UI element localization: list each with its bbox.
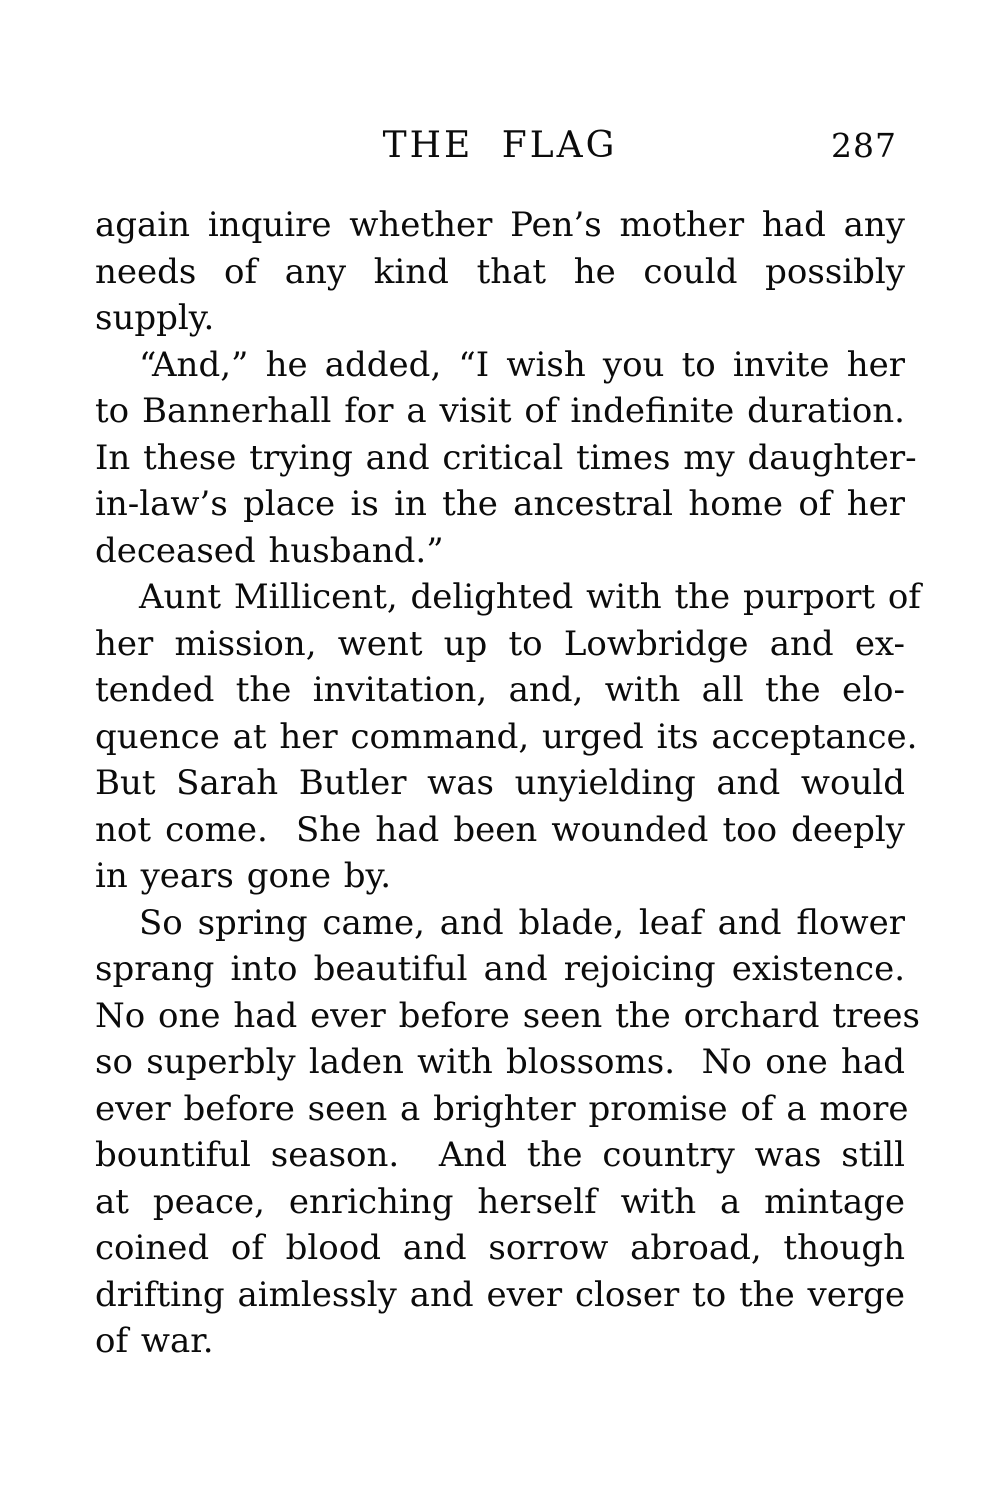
page-number: 287 (831, 126, 897, 165)
text-line: drifting aimlessly and ever closer to the verge (95, 1274, 905, 1315)
text-line: her mission, went up to Lowbridge and ex- (95, 623, 905, 664)
text-line: sprang into beautiful and rejoicing existence. (95, 949, 905, 989)
text-line: “And,” he added, “I wish you to invite her (139, 344, 905, 385)
text-line: No one had ever before seen the orchard trees (95, 995, 920, 1036)
text-line: So spring came, and blade, leaf and flower (139, 902, 905, 943)
text-line: so superbly laden with blossoms. No one had (95, 1042, 905, 1082)
running-title: THE FLAG (382, 125, 618, 166)
text-line: quence at her command, urged its acceptance. (95, 716, 918, 757)
text-line: not come. She had been wounded too deeply (95, 809, 905, 850)
text-line: But Sarah Butler was unyielding and would (95, 763, 905, 803)
text-line: ever before seen a brighter promise of a more (95, 1088, 909, 1129)
text-line: deceased husband.” (95, 530, 444, 571)
text-line: Aunt Millicent, delighted with the purport of (139, 577, 921, 617)
text-line: coined of blood and sorrow abroad, though (95, 1228, 905, 1268)
text-line: supply. (95, 298, 215, 338)
text-line: of war. (95, 1321, 214, 1361)
text-line: In these trying and critical times my daughter- (95, 437, 917, 478)
text-line: tended the invitation, and, with all the elo- (95, 670, 905, 710)
text-line: to Bannerhall for a visit of indefinite duration. (95, 391, 905, 431)
text-line: in-law’s place is in the ancestral home of her (95, 484, 905, 524)
page-header (95, 121, 905, 171)
text-line: in years gone by. (95, 856, 392, 896)
text-line: again inquire whether Pen’s mother had any (95, 205, 905, 245)
text-line: at peace, enriching herself with a mintage (95, 1181, 905, 1222)
text-line: bountiful season. And the country was still (95, 1135, 905, 1175)
text-body (95, 202, 921, 1365)
text-line: needs of any kind that he could possibly (95, 251, 905, 292)
